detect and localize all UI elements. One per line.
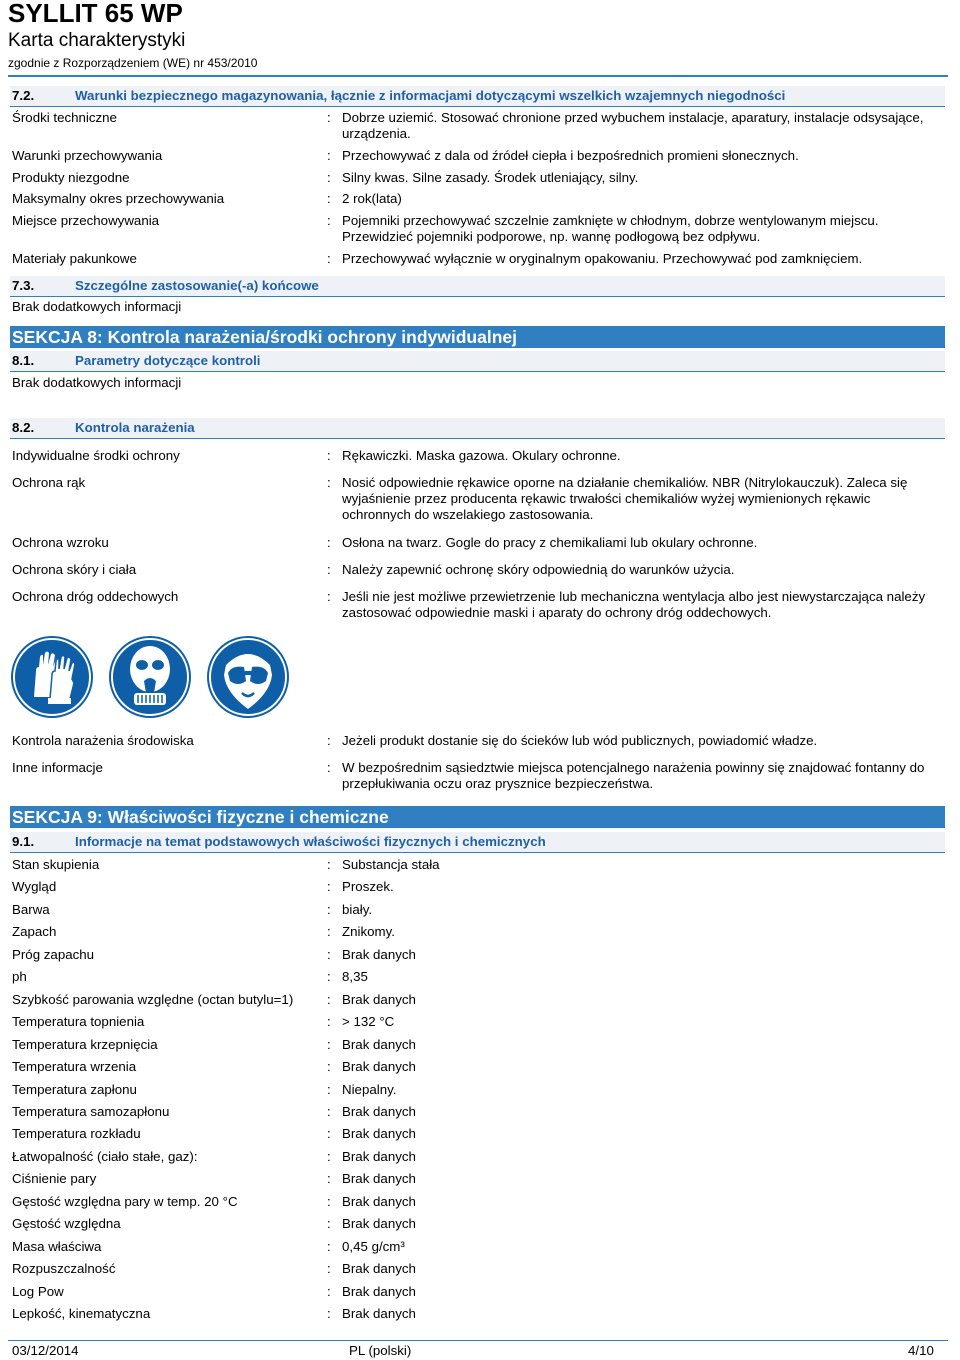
- protection-row-value: Nosić odpowiednie rękawice oporne na działanie chemikaliów. NBR (Nitrylokauczuk). Zaleca się wyjaśnienie przez producenta rękawic trwałości chemikaliów wyżej wymienionych rękawic ochronnych do wszelakiego zastosowania.: [342, 475, 908, 522]
- property-row-value: Brak danych: [342, 992, 416, 1007]
- no-info-text: Brak dodatkowych informacji: [12, 375, 182, 390]
- protection-row-value: Należy zapewnić ochronę skóry odpowiednią do warunków użycia.: [342, 562, 735, 577]
- document-type: Karta charakterystyki: [8, 30, 186, 51]
- subsection-title: Warunki bezpiecznego magazynowania, łącznie z informacjami dotyczącymi wszelkich wzajemnych niegodności: [75, 88, 786, 103]
- property-row-value: Brak danych: [342, 1149, 416, 1164]
- property-row-separator: :: [327, 947, 331, 962]
- storage-row-value: Przechowywać z dala od źródeł ciepła i bezpośrednich promieni słonecznych.: [342, 148, 799, 163]
- storage-row-value: Pojemniki przechowywać szczelnie zamknięte w chłodnym, dobrze wentylowanym miejscu. Przewidzieć pojemniki podporowe, np. wannę podłogową bez odpływu.: [342, 213, 879, 244]
- subsection-number: 7.2.: [12, 88, 35, 103]
- property-row-value: Brak danych: [342, 1306, 416, 1321]
- property-row-value: Brak danych: [342, 1284, 416, 1299]
- property-row-label: Zapach: [12, 924, 57, 939]
- property-row-value: Znikomy.: [342, 924, 395, 939]
- property-row-label: Temperatura samozapłonu: [12, 1104, 170, 1119]
- section-title: SEKCJA 9: Właściwości fizyczne i chemiczne: [12, 807, 389, 827]
- header-divider: [8, 75, 948, 77]
- subsection-number: 9.1.: [12, 834, 35, 849]
- section-8-header: [10, 326, 945, 348]
- property-row-separator: :: [327, 879, 331, 894]
- property-row-label: Wygląd: [12, 879, 57, 894]
- protection-row-value: Osłona na twarz. Gogle do pracy z chemikaliami lub okulary ochronne.: [342, 535, 758, 550]
- property-row-value: Brak danych: [342, 947, 416, 962]
- property-row-separator: :: [327, 1104, 331, 1119]
- property-row-label: Ciśnienie pary: [12, 1171, 97, 1186]
- footer-language: PL (polski): [349, 1343, 412, 1358]
- subsection-title: Szczególne zastosowanie(-a) końcowe: [75, 278, 319, 293]
- property-row-label: Temperatura wrzenia: [12, 1059, 137, 1074]
- property-row-value: > 132 °C: [342, 1014, 395, 1029]
- property-row-label: Temperatura zapłonu: [12, 1082, 137, 1097]
- footer-divider: [8, 1340, 948, 1341]
- exposure-row-separator: :: [327, 733, 331, 748]
- property-row-separator: :: [327, 1194, 331, 1209]
- property-row-value: Niepalny.: [342, 1082, 397, 1097]
- protection-row-value: Rękawiczki. Maska gazowa. Okulary ochronne.: [342, 448, 621, 463]
- protection-row-separator: :: [327, 535, 331, 550]
- property-row-value: Brak danych: [342, 1126, 416, 1141]
- property-row-separator: :: [327, 969, 331, 984]
- property-row-separator: :: [327, 1239, 331, 1254]
- subsection-8-1-header: [10, 351, 945, 372]
- property-row-separator: :: [327, 1149, 331, 1164]
- subsection-9-1-header: [10, 832, 945, 853]
- property-row-label: Gęstość względna pary w temp. 20 °C: [12, 1194, 238, 1209]
- protection-row-value: Jeśli nie jest możliwe przewietrzenie lub mechaniczna wentylacja albo jest niewystarczająca należy zastosować odpowiednie maski i aparaty do ochrony dróg oddechowych.: [342, 589, 926, 620]
- property-row-value: Brak danych: [342, 1037, 416, 1052]
- storage-row-value: Silny kwas. Silne zasady. Środek utleniający, silny.: [342, 170, 639, 185]
- exposure-row-label: Kontrola narażenia środowiska: [12, 733, 194, 748]
- safety-goggles-icon: [206, 635, 290, 719]
- protection-row-separator: :: [327, 475, 331, 490]
- storage-row-label: Produkty niezgodne: [12, 170, 130, 185]
- no-info-text: Brak dodatkowych informacji: [12, 299, 182, 314]
- property-row-label: Szybkość parowania względne (octan butylu=1): [12, 992, 294, 1007]
- storage-row-separator: :: [327, 110, 331, 125]
- property-row-separator: :: [327, 1037, 331, 1052]
- subsection-7-3-header: [10, 276, 945, 297]
- property-row-label: Log Pow: [12, 1284, 64, 1299]
- section-9-header: [10, 806, 945, 828]
- property-row-label: Rozpuszczalność: [12, 1261, 116, 1276]
- product-title: SYLLIT 65 WP: [8, 0, 183, 28]
- storage-row-value: Dobrze uziemić. Stosować chronione przed wybuchem instalacje, aparatury, instalacje odsysające, urządzenia.: [342, 110, 924, 141]
- storage-row-label: Miejsce przechowywania: [12, 213, 160, 228]
- property-row-label: ph: [12, 969, 27, 984]
- property-row-label: Temperatura rozkładu: [12, 1126, 141, 1141]
- property-row-separator: :: [327, 992, 331, 1007]
- subsection-title: Kontrola narażenia: [75, 420, 195, 435]
- subsection-7-2-header: [10, 86, 945, 107]
- property-row-separator: :: [327, 1059, 331, 1074]
- subsection-title: Informacje na temat podstawowych właściwości fizycznych i chemicznych: [75, 834, 546, 849]
- gas-mask-icon: [108, 635, 192, 719]
- property-row-label: Gęstość względna: [12, 1216, 121, 1231]
- footer-date: 03/12/2014: [12, 1343, 79, 1358]
- subsection-title: Parametry dotyczące kontroli: [75, 353, 261, 368]
- property-row-separator: :: [327, 1261, 331, 1276]
- protection-row-label: Indywidualne środki ochrony: [12, 448, 180, 463]
- property-row-label: Masa właściwa: [12, 1239, 102, 1254]
- property-row-separator: :: [327, 1284, 331, 1299]
- property-row-value: Substancja stała: [342, 857, 440, 872]
- exposure-row-label: Inne informacje: [12, 760, 103, 775]
- subsection-number: 7.3.: [12, 278, 35, 293]
- gloves-icon: [10, 635, 94, 719]
- property-row-value: Brak danych: [342, 1059, 416, 1074]
- property-row-label: Temperatura topnienia: [12, 1014, 145, 1029]
- exposure-row-separator: :: [327, 760, 331, 775]
- subsection-number: 8.1.: [12, 353, 35, 368]
- property-row-separator: :: [327, 1014, 331, 1029]
- property-row-separator: :: [327, 1171, 331, 1186]
- storage-row-separator: :: [327, 251, 331, 266]
- property-row-separator: :: [327, 1306, 331, 1321]
- protection-row-label: Ochrona rąk: [12, 475, 86, 490]
- footer-page-number: 4/10: [908, 1343, 934, 1358]
- protection-row-label: Ochrona dróg oddechowych: [12, 589, 179, 604]
- storage-row-value: Przechowywać wyłącznie w oryginalnym opakowaniu. Przechowywać pod zamknięciem.: [342, 251, 863, 266]
- property-row-value: Proszek.: [342, 879, 394, 894]
- property-row-value: Brak danych: [342, 1104, 416, 1119]
- property-row-separator: :: [327, 1082, 331, 1097]
- property-row-label: Próg zapachu: [12, 947, 95, 962]
- property-row-value: Brak danych: [342, 1261, 416, 1276]
- property-row-separator: :: [327, 857, 331, 872]
- property-row-value: Brak danych: [342, 1194, 416, 1209]
- property-row-separator: :: [327, 924, 331, 939]
- property-row-value: biały.: [342, 902, 373, 917]
- subsection-8-2-header: [10, 418, 945, 439]
- protection-row-separator: :: [327, 562, 331, 577]
- storage-row-separator: :: [327, 213, 331, 228]
- property-row-value: 8,35: [342, 969, 368, 984]
- storage-row-separator: :: [327, 170, 331, 185]
- property-row-value: Brak danych: [342, 1216, 416, 1231]
- protection-row-separator: :: [327, 448, 331, 463]
- storage-row-label: Środki techniczne: [12, 110, 117, 125]
- property-row-separator: :: [327, 1216, 331, 1231]
- regulation-text: zgodnie z Rozporządzeniem (WE) nr 453/2010: [8, 56, 258, 70]
- storage-row-separator: :: [327, 191, 331, 206]
- property-row-label: Barwa: [12, 902, 50, 917]
- storage-row-separator: :: [327, 148, 331, 163]
- property-row-label: Stan skupienia: [12, 857, 100, 872]
- property-row-label: Lepkość, kinematyczna: [12, 1306, 151, 1321]
- property-row-separator: :: [327, 902, 331, 917]
- property-row-value: Brak danych: [342, 1171, 416, 1186]
- property-row-label: Temperatura krzepnięcia: [12, 1037, 158, 1052]
- exposure-row-value: W bezpośrednim sąsiedztwie miejsca potencjalnego narażenia powinny się znajdować fontanny do przepłukiwania oczu oraz prysznice bezpieczeństwa.: [342, 760, 925, 791]
- storage-row-label: Maksymalny okres przechowywania: [12, 191, 225, 206]
- protection-row-label: Ochrona skóry i ciała: [12, 562, 137, 577]
- exposure-row-value: Jeżeli produkt dostanie się do ścieków lub wód publicznych, powiadomić władze.: [342, 733, 818, 748]
- storage-row-label: Materiały pakunkowe: [12, 251, 137, 266]
- protection-row-separator: :: [327, 589, 331, 604]
- property-row-separator: :: [327, 1126, 331, 1141]
- property-row-value: 0,45 g/cm³: [342, 1239, 405, 1254]
- storage-row-value: 2 rok(lata): [342, 191, 402, 206]
- section-title: SEKCJA 8: Kontrola narażenia/środki ochrony indywidualnej: [12, 327, 518, 347]
- property-row-label: Łatwopalność (ciało stałe, gaz):: [12, 1149, 198, 1164]
- subsection-number: 8.2.: [12, 420, 35, 435]
- protection-row-label: Ochrona wzroku: [12, 535, 109, 550]
- storage-row-label: Warunki przechowywania: [12, 148, 163, 163]
